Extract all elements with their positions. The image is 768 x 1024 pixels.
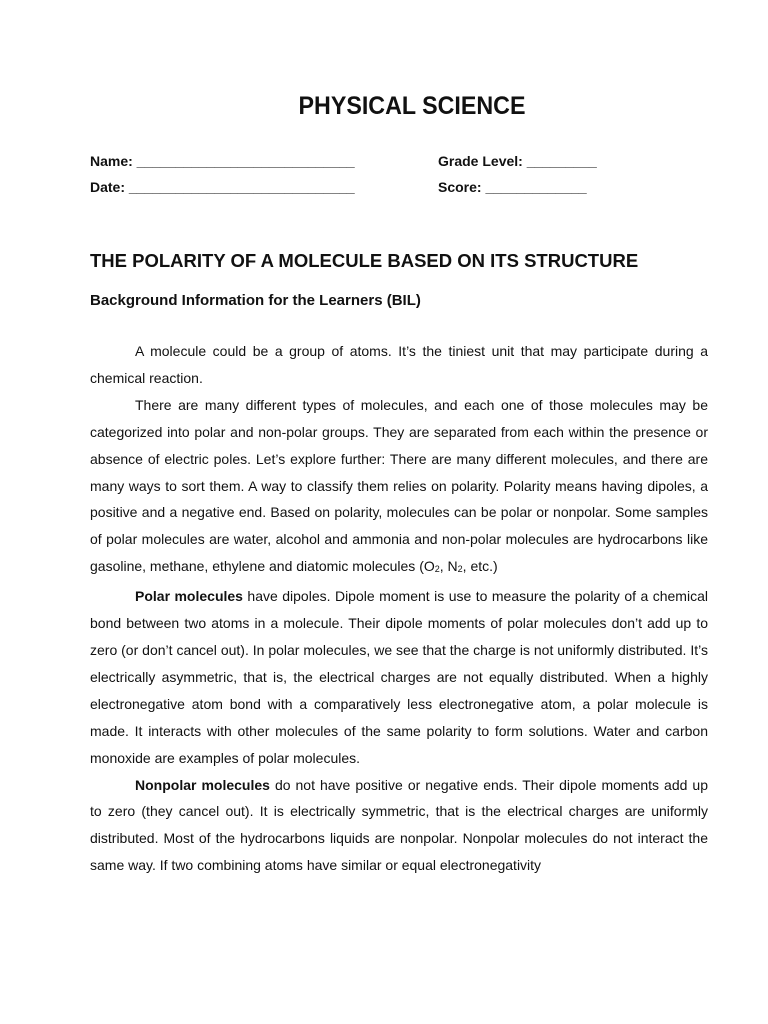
term-nonpolar-molecules: Nonpolar molecules xyxy=(135,776,270,793)
score-field: Score: _____________ xyxy=(438,179,587,195)
subscript: 2 xyxy=(434,564,440,575)
grade-level-field: Grade Level: _________ xyxy=(438,153,597,169)
paragraph-text: There are many different types of molecules, and each one of those molecules may be categorized into polar and non-polar groups. They are separated from each within the presence or absence of electric poles. Let’s explore further: There are many different molecules, and there are many ways to sort them. A way to classify them relies on polarity. Polarity means having dipoles, a positive and a negative end. Based on polarity, molecules can be polar or nonpolar. Some samples of polar molecules are water, alcohol and ammonia and non-polar molecules are hydrocarbons like gasoline, methane, ethylene and diatomic molecules (O xyxy=(90,396,708,575)
term-polar-molecules: Polar molecules xyxy=(135,588,243,605)
name-field: Name: ____________________________ xyxy=(90,153,355,169)
section-subheading: Background Information for the Learners (BIL) xyxy=(90,292,421,309)
paragraph-polar-molecules xyxy=(90,583,708,771)
section-heading: THE POLARITY OF A MOLECULE BASED ON ITS STRUCTURE xyxy=(90,250,639,271)
paragraph-text: , N xyxy=(439,558,458,575)
paragraph-nonpolar-molecules xyxy=(90,772,708,880)
paragraph-text: do not have positive or negative ends. Their dipole moments add up to zero (they cancel out). It is electrically symmetric, that is the electrical charges are uniformly distributed. Most of the hydrocarbons liquids are nonpolar. Nonpolar molecules do not interact the same way. If two combining atoms have similar or equal electronegativity xyxy=(90,776,708,874)
paragraph-text: , etc.) xyxy=(462,558,498,575)
page-title: PHYSICAL SCIENCE xyxy=(298,92,526,120)
body-text xyxy=(90,338,708,879)
date-field: Date: _____________________________ xyxy=(90,179,355,195)
subscript: 2 xyxy=(457,564,463,575)
paragraph-types-of-molecules xyxy=(90,392,708,583)
paragraph-text: have dipoles. Dipole moment is use to measure the polarity of a chemical bond between two atoms in a molecule. Their dipole moments of polar molecules don’t add up to zero (or don’t cancel out). In polar molecules, we see that the charge is not uniformly distributed. It’s electrically asymmetric, that is, the electrical charges are not equally distributed. When a highly electronegative atom bond with a comparatively less electronegative atom, a polar molecule is made. It interacts with other molecules of the same polarity to form solutions. Water and carbon monoxide are examples of polar molecules. xyxy=(90,588,708,766)
paragraph-molecule-definition: A molecule could be a group of atoms. It’s the tiniest unit that may participate during a chemical reaction. xyxy=(90,343,708,386)
